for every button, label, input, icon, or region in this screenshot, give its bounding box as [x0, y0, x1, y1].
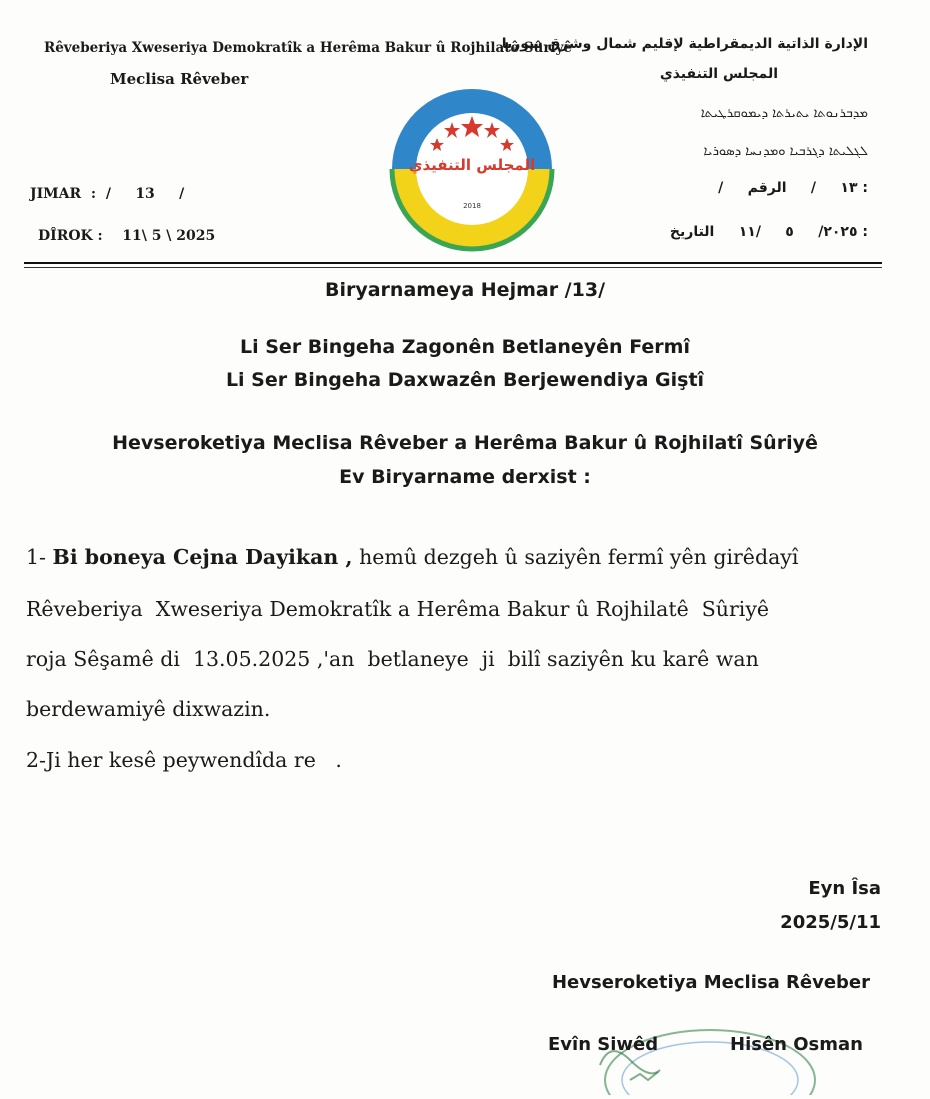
right-org-name-syriac: ܡܕܒܪܢܘܬܐ ܝܬܝܪܬܐ ܕܝܡܘܩܪܛܝܬܐ [700, 106, 868, 121]
issue-date: 2025/5/11 [780, 912, 881, 933]
right-org-name-arabic: الإدارة الذاتية الديمقراطية لإقليم شمال وشرق سوريا [501, 36, 868, 52]
left-council-name: Meclisa Rêveber [110, 70, 249, 88]
legal-basis-line-1: Li Ser Bingeha Zagonên Betlaneyên Fermî [240, 336, 690, 358]
issue-place: Eyn Îsa [808, 878, 881, 899]
issuer-line: Hevseroketiya Meclisa Rêveber a Herêma Bakur û Rojhilatî Sûriyê [112, 432, 818, 454]
decision-item-1-line-3: roja Sêşamê di 13.05.2025 ,'an betlaneye ji bilî saziyên ku karê wan [26, 647, 759, 671]
seal-center-text: المجلس التنفيذي [408, 156, 536, 174]
seal-year: 2018 [463, 202, 481, 210]
item-1-prefix: 1- [26, 545, 53, 569]
right-council-name-syriac: ܠܓܠܝܬܐ ܕܓܪܒܝܐ ܘܡܕܢܚܐ ܕܣܘܪܝܐ [703, 144, 868, 159]
item-1-text: hemû dezgeh û saziyên fermî yên girêdayî [352, 545, 799, 569]
decides-line: Ev Biryarname derxist : [339, 466, 591, 488]
number-field-right: / ١٣ / الرقم : [718, 180, 868, 196]
decision-item-1-line-4: berdewamiyê dixwazin. [26, 697, 271, 721]
decision-number-title: Biryarnameya Hejmar /13/ [324, 279, 606, 301]
decision-item-1-line-2: Rêveberiya Xweseriya Demokratîk a Herêma Bakur û Rojhilatê Sûriyê [26, 597, 770, 621]
item-1-bold-text: Bi boneya Cejna Dayikan , [52, 545, 353, 569]
date-field-right: ٢٠٢٥/ ٥ /١١ التاريخ : [669, 224, 868, 240]
left-org-name: Rêveberiya Xweseriya Demokratîk a Herêma Bakur û Rojhilatê Sûriyê [44, 40, 572, 56]
decision-item-1 [26, 545, 798, 570]
signer-title: Hevseroketiya Meclisa Rêveber [551, 972, 870, 993]
number-field-left: JIMAR : / 13 / [30, 186, 185, 202]
header-divider [24, 262, 882, 264]
header-divider-thin [24, 267, 882, 268]
council-seal-logo [389, 86, 555, 252]
signer-2-name: Hisên Osman [730, 1034, 863, 1055]
date-field-left: DÎROK : 11\ 5 \ 2025 [38, 228, 216, 244]
legal-basis-line-2: Li Ser Bingeha Daxwazên Berjewendiya Giştî [225, 369, 705, 391]
signer-1-name: Evîn Siwêd [548, 1034, 659, 1055]
decision-item-2: 2-Ji her kesê peywendîda re . [26, 748, 342, 772]
right-council-name-arabic: المجلس التنفيذي [659, 66, 778, 82]
